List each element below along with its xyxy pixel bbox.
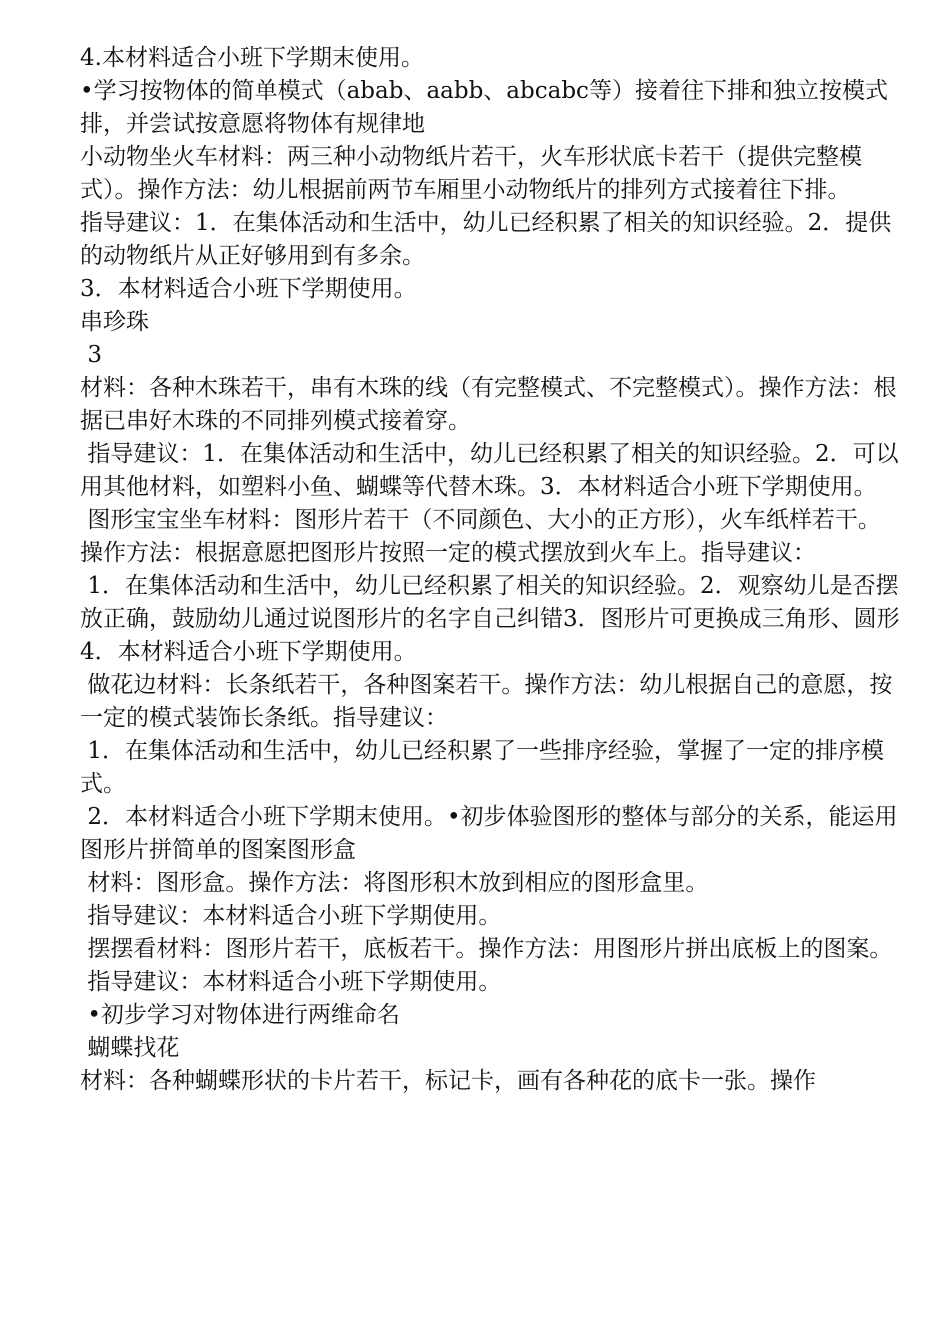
paragraph: 指导建议：1．在集体活动和生活中，幼儿已经积累了相关的知识经验。2．可以用其他材料，如塑料小鱼、蝴蝶等代替木珠。3．本材料适合小班下学期使用。 [80, 441, 899, 500]
paragraph: 材料：图形盒。操作方法：将图形积木放到相应的图形盒里。 [80, 870, 709, 896]
paragraph: 1．在集体活动和生活中，幼儿已经积累了相关的知识经验。2．观察幼儿是否摆放正确，鼓励幼儿通过说图形片的名字自己纠错3．图形片可更换成三角形、圆形4．本材料适合小班下学期使用。 [80, 573, 900, 665]
section-heading: 串珍珠 [80, 309, 149, 335]
document-body [80, 42, 900, 1098]
paragraph: 图形宝宝坐车材料：图形片若干（不同颜色、大小的正方形），火车纸样若干。操作方法：根据意愿把图形片按照一定的模式摆放到火车上。指导建议： [80, 507, 881, 566]
paragraph: 指导建议：本材料适合小班下学期使用。 [80, 903, 502, 929]
paragraph: •初步学习对物体进行两维命名 [80, 1002, 400, 1028]
paragraph: 指导建议：1．在集体活动和生活中，幼儿已经积累了相关的知识经验。2．提供的动物纸片从正好够用到有多余。 [80, 210, 892, 269]
paragraph: 1．在集体活动和生活中，幼儿已经积累了一些排序经验，掌握了一定的排序模式。 [80, 738, 884, 797]
paragraph: 4.本材料适合小班下学期末使用。 [80, 45, 424, 71]
paragraph: 3．本材料适合小班下学期使用。 [80, 276, 417, 302]
paragraph: 2．本材料适合小班下学期末使用。•初步体验图形的整体与部分的关系，能运用图形片拼简单的图案图形盒 [80, 804, 898, 863]
paragraph: 指导建议：本材料适合小班下学期使用。 [80, 969, 502, 995]
paragraph: 材料：各种蝴蝶形状的卡片若干，标记卡，画有各种花的底卡一张。操作 [80, 1068, 816, 1094]
paragraph: 摆摆看材料：图形片若干，底板若干。操作方法：用图形片拼出底板上的图案。 [80, 936, 893, 962]
paragraph: 材料：各种木珠若干，串有木珠的线（有完整模式、不完整模式）。操作方法：根据已串好木珠的不同排列模式接着穿。 [80, 375, 897, 434]
section-heading: 蝴蝶找花 [80, 1035, 180, 1061]
paragraph: 做花边材料：长条纸若干，各种图案若干。操作方法：幼儿根据自己的意愿，按一定的模式装饰长条纸。指导建议： [80, 672, 893, 731]
paragraph: 小动物坐火车材料：两三种小动物纸片若干，火车形状底卡若干（提供完整模式）。操作方法：幼儿根据前两节车厢里小动物纸片的排列方式接着往下排。 [80, 144, 862, 203]
paragraph: •学习按物体的简单模式（abab、aabb、abcabc等）接着往下排和独立按模式排，并尝试按意愿将物体有规律地 [80, 78, 888, 137]
paragraph: 3 [80, 342, 102, 368]
